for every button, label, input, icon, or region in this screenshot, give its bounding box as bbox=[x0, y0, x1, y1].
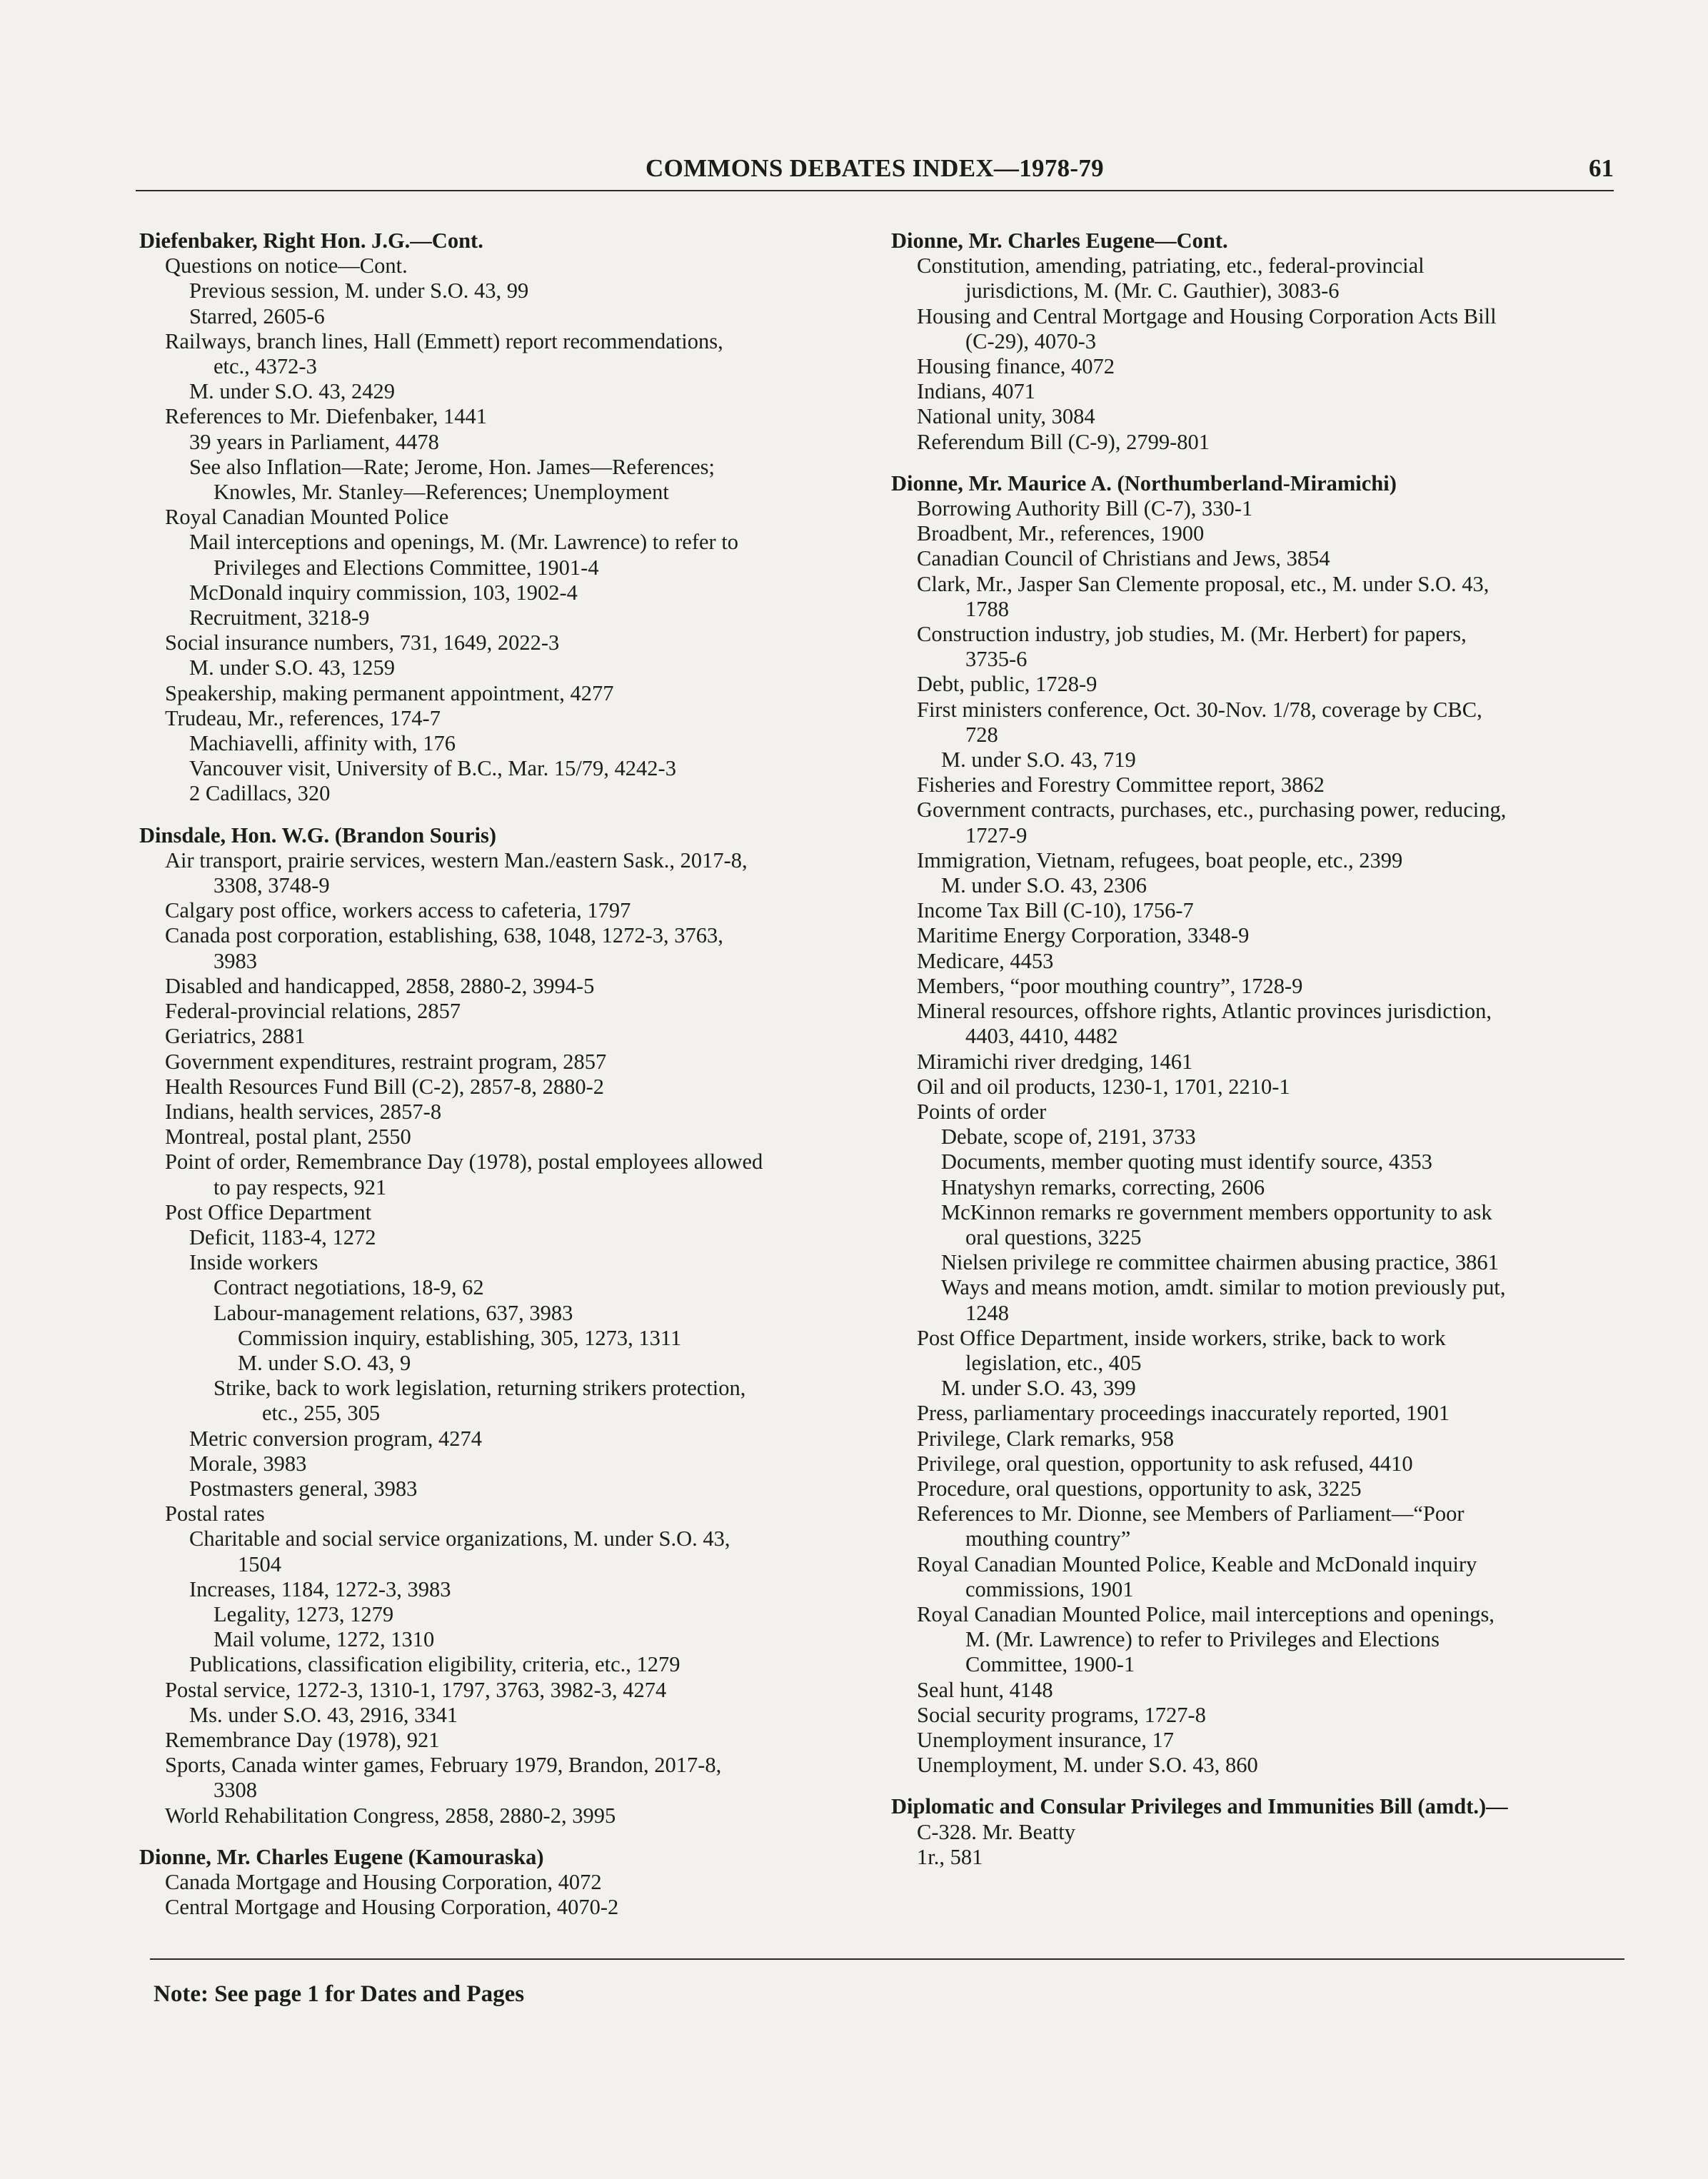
index-entry: 1504 bbox=[238, 1551, 281, 1576]
index-entry: Medicare, 4453 bbox=[917, 948, 1054, 973]
index-entry: Previous session, M. under S.O. 43, 99 bbox=[189, 278, 529, 303]
index-entry: Morale, 3983 bbox=[189, 1451, 307, 1476]
index-entry: M. under S.O. 43, 719 bbox=[941, 748, 1136, 773]
index-entry: See also Inflation—Rate; Jerome, Hon. James—References; bbox=[189, 454, 715, 479]
index-heading: Dionne, Mr. Maurice A. (Northumberland-Miramichi) bbox=[891, 470, 1397, 495]
index-entry: Immigration, Vietnam, refugees, boat people, etc., 2399 bbox=[917, 847, 1403, 872]
index-entry: Post Office Department bbox=[165, 1199, 372, 1224]
index-entry: Remembrance Day (1978), 921 bbox=[165, 1727, 440, 1752]
index-entry: McDonald inquiry commission, 103, 1902-4 bbox=[189, 580, 578, 605]
index-entry: Housing finance, 4072 bbox=[917, 354, 1115, 379]
index-entry: Maritime Energy Corporation, 3348-9 bbox=[917, 923, 1250, 948]
index-entry: Central Mortgage and Housing Corporation, 4070-2 bbox=[165, 1895, 619, 1920]
index-entry: 3308 bbox=[214, 1778, 257, 1803]
index-entry: Fisheries and Forestry Committee report, 3862 bbox=[917, 773, 1325, 797]
index-entry: mouthing country” bbox=[965, 1526, 1131, 1551]
index-entry: jurisdictions, M. (Mr. C. Gauthier), 3083-6 bbox=[965, 278, 1340, 303]
page-number: 61 bbox=[1589, 154, 1614, 182]
index-entry: Mineral resources, offshore rights, Atlantic provinces jurisdiction, bbox=[917, 999, 1492, 1024]
index-entry: Contract negotiations, 18-9, 62 bbox=[214, 1275, 484, 1300]
index-entry: to pay respects, 921 bbox=[214, 1174, 387, 1199]
index-entry: Speakership, making permanent appointment, 4277 bbox=[165, 680, 614, 705]
index-entry: Post Office Department, inside workers, strike, back to work bbox=[917, 1325, 1446, 1350]
index-entry: Housing and Central Mortgage and Housing Corporation Acts Bill bbox=[917, 303, 1497, 328]
index-entry: Broadbent, Mr., references, 1900 bbox=[917, 521, 1205, 546]
index-entry: Committee, 1900-1 bbox=[965, 1652, 1135, 1677]
index-entry: McKinnon remarks re government members opportunity to ask bbox=[941, 1199, 1492, 1224]
index-entry: etc., 4372-3 bbox=[214, 354, 317, 379]
index-entry: Royal Canadian Mounted Police bbox=[165, 505, 449, 530]
index-entry: Machiavelli, affinity with, 176 bbox=[189, 731, 456, 756]
index-entry: Documents, member quoting must identify source, 4353 bbox=[941, 1149, 1432, 1174]
index-entry: Canadian Council of Christians and Jews, 3854 bbox=[917, 546, 1330, 571]
index-entry: Charitable and social service organizations, M. under S.O. 43, bbox=[189, 1526, 730, 1551]
index-entry: Ms. under S.O. 43, 2916, 3341 bbox=[189, 1702, 458, 1727]
index-entry: 1248 bbox=[965, 1300, 1009, 1325]
index-entry: Vancouver visit, University of B.C., Mar. 15/79, 4242-3 bbox=[189, 756, 676, 781]
index-entry: 3735-6 bbox=[965, 647, 1028, 672]
index-entry: Canada post corporation, establishing, 638, 1048, 1272-3, 3763, bbox=[165, 923, 723, 948]
index-entry: Hnatyshyn remarks, correcting, 2606 bbox=[941, 1174, 1265, 1199]
index-entry: Government contracts, purchases, etc., purchasing power, reducing, bbox=[917, 797, 1507, 822]
index-heading: Diefenbaker, Right Hon. J.G.—Cont. bbox=[139, 228, 483, 253]
index-entry: Indians, 4071 bbox=[917, 379, 1036, 404]
index-entry: 1727-9 bbox=[965, 822, 1028, 847]
footer-note: Note: See page 1 for Dates and Pages bbox=[154, 1981, 525, 2007]
index-entry: Point of order, Remembrance Day (1978), postal employees allowed bbox=[165, 1149, 763, 1174]
index-entry: etc., 255, 305 bbox=[262, 1401, 381, 1426]
index-entry: Referendum Bill (C-9), 2799-801 bbox=[917, 429, 1210, 454]
index-entry: (C-29), 4070-3 bbox=[965, 328, 1096, 353]
index-entry: 3983 bbox=[214, 948, 257, 973]
index-entry: Ways and means motion, amdt. similar to motion previously put, bbox=[941, 1275, 1506, 1300]
index-entry: National unity, 3084 bbox=[917, 404, 1095, 429]
index-entry: Social insurance numbers, 731, 1649, 2022-3 bbox=[165, 630, 560, 655]
index-entry: Canada Mortgage and Housing Corporation, 4072 bbox=[165, 1870, 602, 1894]
index-entry: 2 Cadillacs, 320 bbox=[189, 781, 331, 806]
index-entry: Borrowing Authority Bill (C-7), 330-1 bbox=[917, 496, 1253, 521]
index-entry: Privilege, oral question, opportunity to ask refused, 4410 bbox=[917, 1451, 1413, 1476]
index-entry: Geriatrics, 2881 bbox=[165, 1024, 306, 1049]
index-entry: Members, “poor mouthing country”, 1728-9 bbox=[917, 973, 1303, 998]
index-entry: Inside workers bbox=[189, 1250, 318, 1275]
index-entry: commissions, 1901 bbox=[965, 1576, 1134, 1601]
index-entry: oral questions, 3225 bbox=[965, 1224, 1142, 1249]
index-heading: Dionne, Mr. Charles Eugene—Cont. bbox=[891, 228, 1228, 253]
index-entry: Mail interceptions and openings, M. (Mr. Lawrence) to refer to bbox=[189, 530, 739, 555]
index-entry: 4403, 4410, 4482 bbox=[965, 1024, 1118, 1049]
index-entry: Clark, Mr., Jasper San Clemente proposal, etc., M. under S.O. 43, bbox=[917, 571, 1490, 596]
index-entry: World Rehabilitation Congress, 2858, 2880-2, 3995 bbox=[165, 1803, 616, 1828]
index-entry: Knowles, Mr. Stanley—References; Unemployment bbox=[214, 480, 669, 505]
index-entry: 1r., 581 bbox=[917, 1844, 983, 1869]
index-entry: Unemployment insurance, 17 bbox=[917, 1727, 1174, 1752]
index-entry: Labour-management relations, 637, 3983 bbox=[214, 1300, 573, 1325]
index-entry: Miramichi river dredging, 1461 bbox=[917, 1049, 1193, 1074]
index-heading: Diplomatic and Consular Privileges and Immunities Bill (amdt.)— bbox=[891, 1794, 1508, 1819]
index-entry: Income Tax Bill (C-10), 1756-7 bbox=[917, 898, 1194, 923]
index-entry: Procedure, oral questions, opportunity to ask, 3225 bbox=[917, 1476, 1362, 1501]
index-entry: Privilege, Clark remarks, 958 bbox=[917, 1426, 1174, 1451]
index-entry: Points of order bbox=[917, 1099, 1047, 1124]
index-entry: Railways, branch lines, Hall (Emmett) report recommendations, bbox=[165, 328, 723, 353]
index-entry: Questions on notice—Cont. bbox=[165, 253, 408, 278]
index-entry: M. under S.O. 43, 9 bbox=[238, 1350, 411, 1375]
index-heading: Dinsdale, Hon. W.G. (Brandon Souris) bbox=[139, 822, 497, 847]
index-entry: legislation, etc., 405 bbox=[965, 1350, 1142, 1375]
index-entry: First ministers conference, Oct. 30-Nov. 1/78, coverage by CBC, bbox=[917, 697, 1482, 722]
index-entry: Montreal, postal plant, 2550 bbox=[165, 1124, 411, 1149]
index-heading: Dionne, Mr. Charles Eugene (Kamouraska) bbox=[139, 1844, 544, 1869]
index-entry: 39 years in Parliament, 4478 bbox=[189, 429, 439, 454]
index-entry: Seal hunt, 4148 bbox=[917, 1677, 1053, 1702]
index-entry: Mail volume, 1272, 1310 bbox=[214, 1627, 435, 1652]
index-entry: Indians, health services, 2857-8 bbox=[165, 1099, 442, 1124]
index-entry: Royal Canadian Mounted Police, mail interceptions and openings, bbox=[917, 1601, 1494, 1626]
index-entry: M. (Mr. Lawrence) to refer to Privileges and Elections bbox=[965, 1627, 1440, 1652]
index-entry: Trudeau, Mr., references, 174-7 bbox=[165, 705, 441, 730]
index-entry: M. under S.O. 43, 1259 bbox=[189, 655, 396, 680]
index-column-left bbox=[139, 228, 860, 1920]
index-entry: Health Resources Fund Bill (C-2), 2857-8, 2880-2 bbox=[165, 1074, 605, 1099]
index-entry: Disabled and handicapped, 2858, 2880-2, 3994-5 bbox=[165, 973, 595, 998]
index-entry: Federal-provincial relations, 2857 bbox=[165, 999, 461, 1024]
index-entry: Government expenditures, restraint program, 2857 bbox=[165, 1049, 607, 1074]
index-entry: Postal rates bbox=[165, 1501, 265, 1526]
index-entry: Deficit, 1183-4, 1272 bbox=[189, 1224, 376, 1249]
index-column-right bbox=[891, 228, 1612, 1870]
index-entry: Social security programs, 1727-8 bbox=[917, 1702, 1206, 1727]
index-entry: Metric conversion program, 4274 bbox=[189, 1426, 482, 1451]
index-entry: C-328. Mr. Beatty bbox=[917, 1819, 1075, 1844]
index-entry: Debate, scope of, 2191, 3733 bbox=[941, 1124, 1196, 1149]
running-title: COMMONS DEBATES INDEX—1978-79 bbox=[645, 154, 1104, 182]
index-entry: Commission inquiry, establishing, 305, 1273, 1311 bbox=[238, 1325, 682, 1350]
index-entry: Nielsen privilege re committee chairmen abusing practice, 3861 bbox=[941, 1250, 1499, 1275]
index-entry: Strike, back to work legislation, returning strikers protection, bbox=[214, 1376, 746, 1401]
index-entry: Construction industry, job studies, M. (Mr. Herbert) for papers, bbox=[917, 622, 1467, 647]
header-rule bbox=[136, 190, 1614, 191]
index-entry: References to Mr. Diefenbaker, 1441 bbox=[165, 404, 488, 429]
index-entry: M. under S.O. 43, 2306 bbox=[941, 873, 1147, 898]
index-entry: Publications, classification eligibility, criteria, etc., 1279 bbox=[189, 1652, 680, 1677]
index-entry: Air transport, prairie services, western Man./eastern Sask., 2017-8, bbox=[165, 847, 748, 872]
index-entry: Sports, Canada winter games, February 1979, Brandon, 2017-8, bbox=[165, 1753, 722, 1778]
index-entry: Unemployment, M. under S.O. 43, 860 bbox=[917, 1753, 1258, 1778]
index-entry: Royal Canadian Mounted Police, Keable and McDonald inquiry bbox=[917, 1551, 1477, 1576]
index-entry: Recruitment, 3218-9 bbox=[189, 605, 370, 630]
index-entry: References to Mr. Dionne, see Members of Parliament—“Poor bbox=[917, 1501, 1465, 1526]
index-entry: M. under S.O. 43, 399 bbox=[941, 1376, 1136, 1401]
index-entry: Increases, 1184, 1272-3, 3983 bbox=[189, 1576, 451, 1601]
index-entry: Calgary post office, workers access to cafeteria, 1797 bbox=[165, 898, 631, 923]
index-entry: 3308, 3748-9 bbox=[214, 873, 330, 898]
index-entry: 1788 bbox=[965, 596, 1009, 621]
footer-rule bbox=[150, 1958, 1624, 1960]
index-entry: M. under S.O. 43, 2429 bbox=[189, 379, 396, 404]
index-entry: Postal service, 1272-3, 1310-1, 1797, 3763, 3982-3, 4274 bbox=[165, 1677, 667, 1702]
page-header bbox=[136, 150, 1614, 193]
index-entry: Privileges and Elections Committee, 1901-4 bbox=[214, 555, 599, 580]
index-entry: Constitution, amending, patriating, etc., federal-provincial bbox=[917, 253, 1425, 278]
index-entry: Legality, 1273, 1279 bbox=[214, 1601, 394, 1626]
index-entry: Oil and oil products, 1230-1, 1701, 2210-1 bbox=[917, 1074, 1290, 1099]
index-entry: Debt, public, 1728-9 bbox=[917, 672, 1097, 697]
index-entry: Press, parliamentary proceedings inaccurately reported, 1901 bbox=[917, 1401, 1450, 1426]
index-entry: Postmasters general, 3983 bbox=[189, 1476, 418, 1501]
index-entry: Starred, 2605-6 bbox=[189, 303, 325, 328]
index-entry: 728 bbox=[965, 722, 998, 747]
